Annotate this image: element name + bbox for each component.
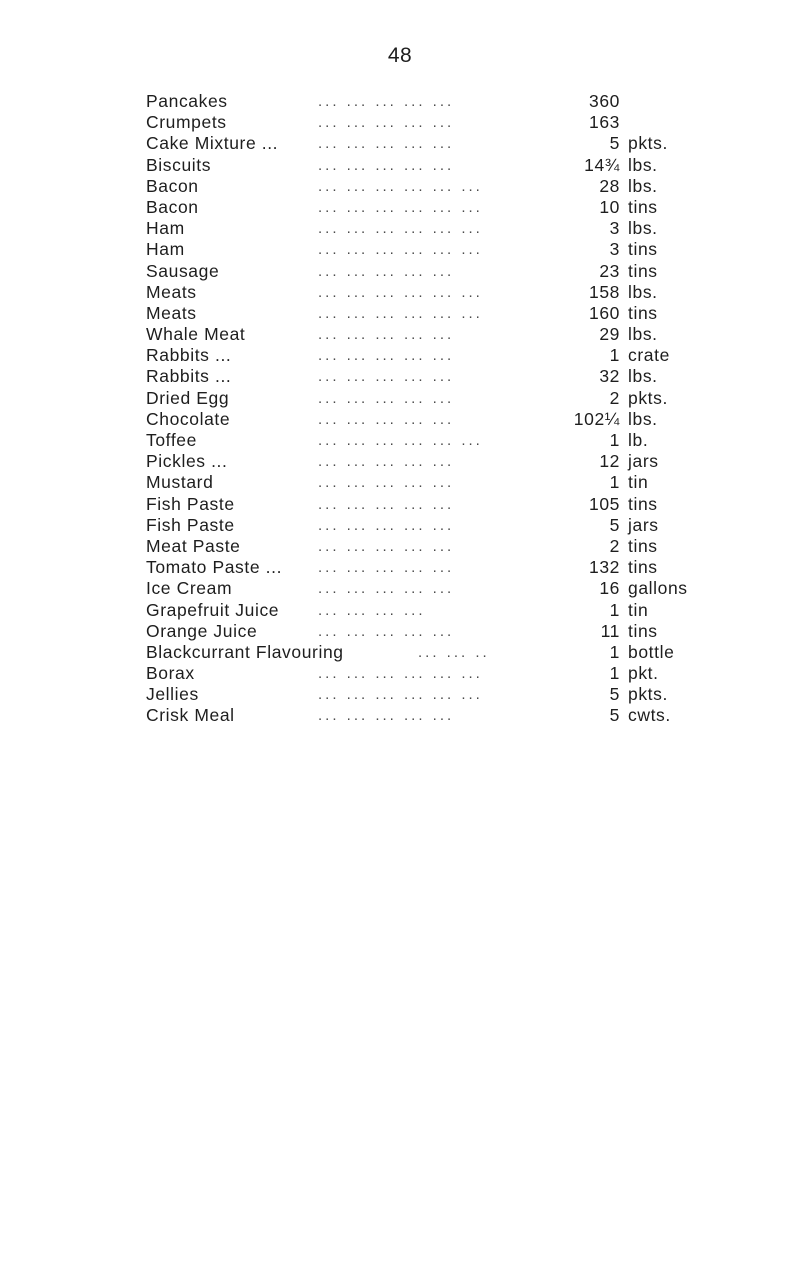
item-quantity: 3 <box>609 218 620 239</box>
list-item <box>0 515 800 536</box>
leader-dots: ... ... ... ... ... <box>318 516 455 534</box>
item-unit: lbs. <box>628 324 658 345</box>
item-quantity: 1 <box>609 663 620 684</box>
item-name: Crumpets <box>146 112 227 133</box>
item-name: Crisk Meal <box>146 705 235 726</box>
item-unit: lbs. <box>628 281 658 302</box>
item-quantity: 5 <box>609 514 620 535</box>
item-quantity: 28 <box>599 175 620 196</box>
leader-dots: ... ... ... ... ... <box>318 326 455 344</box>
list-item <box>0 494 800 515</box>
list-item <box>0 472 800 493</box>
page-number: 48 <box>387 44 413 67</box>
item-quantity: 3 <box>609 239 620 260</box>
leader-dots: ... ... ... ... ... <box>318 114 455 132</box>
item-name: Meats <box>146 302 197 323</box>
item-unit: lb. <box>628 430 649 450</box>
item-name: Borax <box>146 663 195 684</box>
item-quantity: 5 <box>609 684 620 705</box>
item-quantity: 16 <box>599 578 620 599</box>
item-unit: tins <box>628 535 658 556</box>
item-quantity: 360 <box>589 91 620 111</box>
item-unit: tins <box>628 302 658 323</box>
item-quantity: 2 <box>609 535 620 556</box>
item-unit: tin <box>628 599 649 620</box>
list-item <box>0 345 800 366</box>
leader-dots: ... ... ... ... ... ... <box>318 283 483 301</box>
leader-dots: ... ... ... ... ... <box>318 135 455 153</box>
item-unit: pkts. <box>628 684 668 705</box>
leader-dots: ... ... ... ... ... <box>318 495 455 513</box>
item-name: Pancakes <box>146 91 228 111</box>
leader-dots: ... ... ... ... ... ... <box>318 432 483 449</box>
item-name: Whale Meat <box>146 324 246 345</box>
item-quantity: 105 <box>589 493 620 514</box>
item-unit: crate <box>628 345 670 366</box>
leader-dots: ... ... ... ... ... <box>318 474 455 492</box>
list-item <box>0 409 800 430</box>
list-item <box>0 600 800 621</box>
leader-dots: ... ... ... ... ... ... <box>318 198 483 216</box>
list-item <box>0 536 800 557</box>
item-unit: cwts. <box>628 705 671 726</box>
item-name: Toffee <box>146 430 197 450</box>
item-quantity: 11 <box>600 620 620 641</box>
item-name: Ham <box>146 239 185 260</box>
leader-dots: ... ... ... ... <box>318 601 426 619</box>
leader-dots: ... ... ... ... ... <box>318 580 455 598</box>
item-unit: pkts. <box>628 387 668 408</box>
item-quantity: 1 <box>609 599 620 620</box>
leader-dots: ... ... ... ... ... <box>318 537 455 555</box>
list-item <box>0 451 800 472</box>
leader-dots: ... ... ... ... ... <box>318 93 455 110</box>
list-item <box>0 705 800 726</box>
leader-dots: ... ... .. <box>418 643 490 661</box>
item-name: Orange Juice <box>146 620 258 641</box>
list-item <box>0 112 800 133</box>
list-item <box>0 557 800 578</box>
list-item <box>0 282 800 303</box>
leader-dots: ... ... ... ... ... ... <box>318 220 483 238</box>
leader-dots: ... ... ... ... ... ... <box>318 304 483 322</box>
item-name: Cake Mixture ... <box>146 133 279 154</box>
list-item <box>0 261 800 282</box>
item-unit: tins <box>628 620 658 641</box>
item-quantity: 10 <box>599 196 620 217</box>
item-quantity: 1 <box>609 641 620 662</box>
item-unit: jars <box>628 514 659 535</box>
item-quantity: 102¼ <box>573 408 620 429</box>
item-quantity: 5 <box>609 705 620 726</box>
item-quantity: 32 <box>599 366 620 387</box>
list-item <box>0 663 800 684</box>
list-item <box>0 133 800 154</box>
list-item <box>0 176 800 197</box>
list-item <box>0 684 800 705</box>
item-unit: tins <box>628 557 658 578</box>
list-item <box>0 430 800 451</box>
item-unit: lbs. <box>628 175 658 196</box>
item-quantity: 132 <box>589 557 620 578</box>
leader-dots: ... ... ... ... ... <box>318 707 455 725</box>
item-quantity: 2 <box>609 387 620 408</box>
item-name: Chocolate <box>146 408 231 429</box>
list-item <box>0 642 800 663</box>
list-item <box>0 239 800 260</box>
item-name: Dried Egg <box>146 387 230 408</box>
list-item <box>0 366 800 387</box>
item-quantity: 163 <box>589 112 620 133</box>
list-item <box>0 91 800 112</box>
item-name: Jellies <box>146 684 199 705</box>
item-unit: tins <box>628 260 658 281</box>
leader-dots: ... ... ... ... ... ... <box>318 241 483 259</box>
list-item <box>0 303 800 324</box>
item-name: Rabbits ... <box>146 345 232 366</box>
leader-dots: ... ... ... ... ... ... <box>318 177 483 195</box>
item-name: Sausage <box>146 260 220 281</box>
list-item <box>0 197 800 218</box>
item-unit: gallons <box>628 578 688 599</box>
item-name: Meats <box>146 281 197 302</box>
leader-dots: ... ... ... ... ... <box>318 453 455 471</box>
item-quantity: 1 <box>609 472 620 493</box>
item-unit: tins <box>628 493 658 514</box>
item-name: Meat Paste <box>146 535 241 556</box>
leader-dots: ... ... ... ... ... <box>318 262 455 280</box>
item-name: Bacon <box>146 175 199 196</box>
item-quantity: 29 <box>599 324 620 345</box>
item-quantity: 158 <box>589 281 620 302</box>
leader-dots: ... ... ... ... ... <box>318 368 455 386</box>
item-name: Ice Cream <box>146 578 233 599</box>
item-unit: tins <box>628 239 658 260</box>
list-item <box>0 388 800 409</box>
leader-dots: ... ... ... ... ... <box>318 410 455 428</box>
list-item <box>0 324 800 345</box>
item-name: Mustard <box>146 472 214 493</box>
item-unit: lbs. <box>628 366 658 387</box>
item-name: Grapefruit Juice <box>146 599 280 620</box>
item-name: Biscuits <box>146 154 212 175</box>
leader-dots: ... ... ... ... ... <box>318 389 455 407</box>
item-quantity: 1 <box>609 430 620 450</box>
leader-dots: ... ... ... ... ... <box>318 156 455 174</box>
item-name: Rabbits ... <box>146 366 232 387</box>
item-quantity: 23 <box>599 260 620 281</box>
item-quantity: 5 <box>609 133 620 154</box>
item-unit: lbs. <box>628 154 658 175</box>
item-name: Fish Paste <box>146 493 235 514</box>
item-quantity: 160 <box>589 302 620 323</box>
item-unit: pkts. <box>628 133 668 154</box>
provisions-list <box>0 91 800 727</box>
item-unit: lbs. <box>628 218 658 239</box>
leader-dots: ... ... ... ... ... ... <box>318 686 483 704</box>
item-name: Bacon <box>146 196 199 217</box>
leader-dots: ... ... ... ... ... <box>318 347 455 365</box>
item-unit: tin <box>628 472 649 493</box>
item-unit: pkt. <box>628 663 659 684</box>
list-item <box>0 155 800 176</box>
item-name: Fish Paste <box>146 514 235 535</box>
item-name: Blackcurrant Flavouring <box>146 641 344 662</box>
leader-dots: ... ... ... ... ... ... <box>318 665 483 683</box>
item-name: Tomato Paste ... <box>146 557 283 578</box>
item-name: Pickles ... <box>146 451 228 472</box>
item-unit: lbs. <box>628 408 658 429</box>
item-unit: bottle <box>628 641 675 662</box>
list-item <box>0 218 800 239</box>
item-unit: jars <box>628 451 659 472</box>
list-item <box>0 578 800 599</box>
item-name: Ham <box>146 218 185 239</box>
leader-dots: ... ... ... ... ... <box>318 622 455 640</box>
item-quantity: 12 <box>599 451 620 472</box>
leader-dots: ... ... ... ... ... <box>318 559 455 577</box>
list-item <box>0 621 800 642</box>
item-quantity: 1 <box>609 345 620 366</box>
item-quantity: 14¾ <box>584 154 620 175</box>
item-unit: tins <box>628 196 658 217</box>
